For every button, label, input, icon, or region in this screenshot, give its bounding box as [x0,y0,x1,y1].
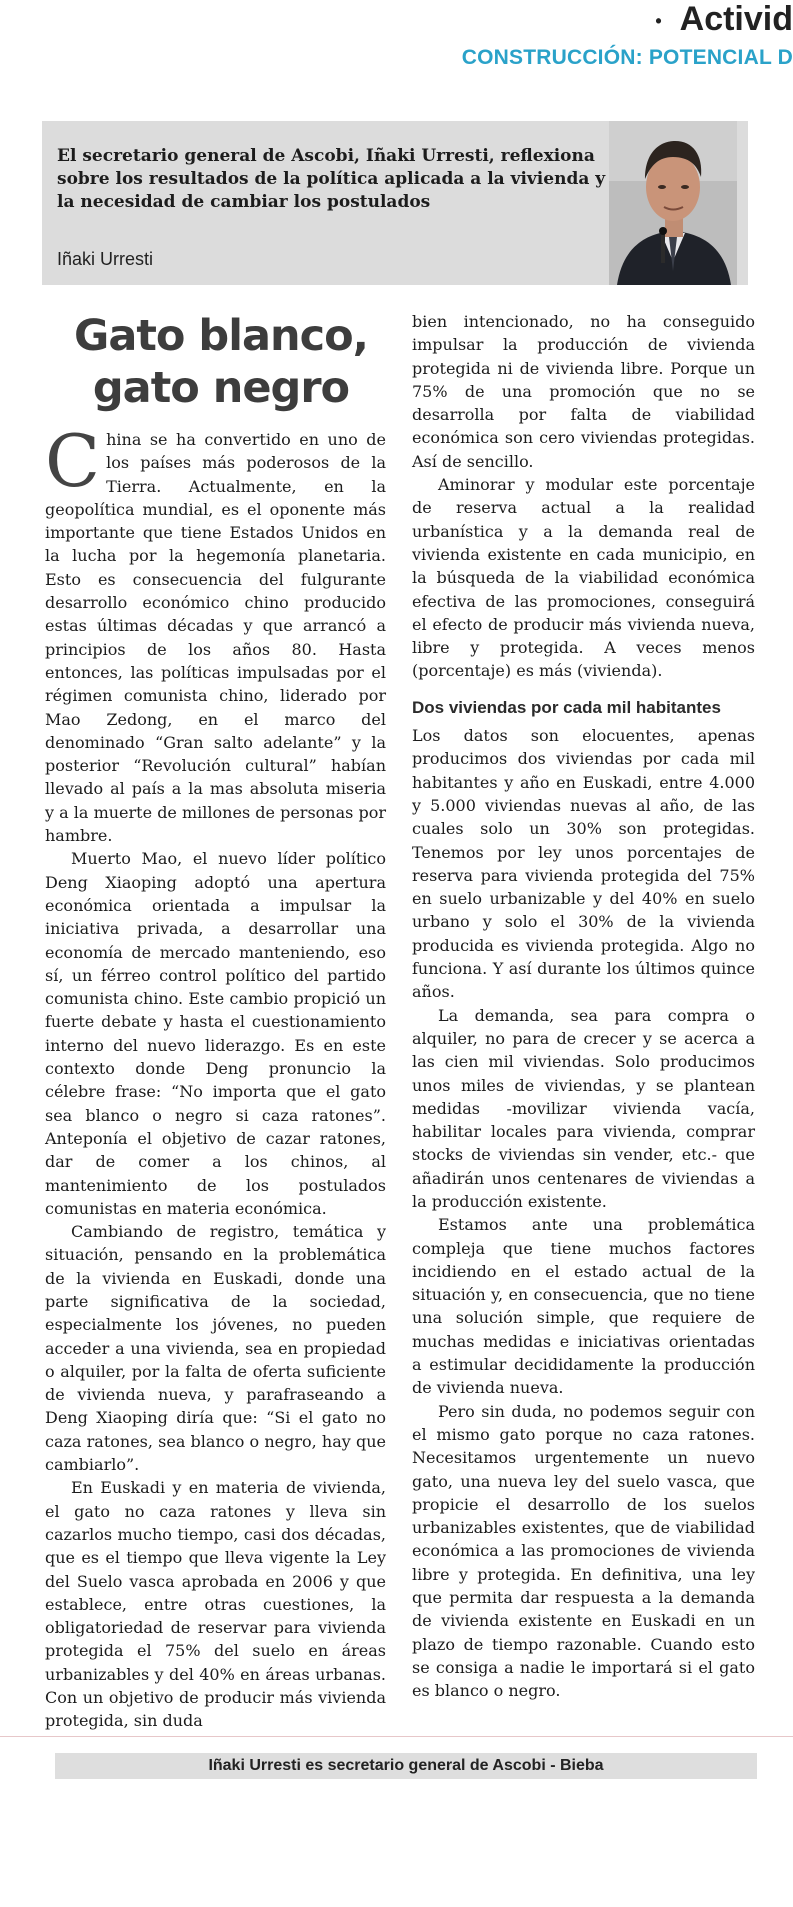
portrait-photo-icon [609,121,737,285]
paragraph-4: En Euskadi y en materia de vivienda, el gato no caza ratones y lleva sin cazarlos mucho tiempo, casi dos décadas, que es el tiempo que lleva vigente la Ley del Suelo vasca aprobada en 2006 y que establece, entre otras cuestiones, la obligatoriedad de reservar para vivienda protegida el 75% del suelo en áreas urbanizables y del 40% en áreas urbanas. Con un objetivo de producir más vivienda protegida, sin duda [45,1478,386,1731]
paragraph-9: Estamos ante una problemática compleja que tiene muchos factores incidiendo en el estado actual de la situación y, en consecuencia, que no tiene una solución simple, que requiere de muchas medidas e iniciativas orientadas a estimular decididamente la producción de vivienda nueva. [412,1215,755,1398]
left-column [45,419,386,1733]
section-subtitle: CONSTRUCCIÓN: POTENCIAL D [461,46,793,69]
right-column [412,310,755,1703]
article-title: Gato blanco, gato negro [74,311,368,413]
author-portrait [609,121,737,285]
paragraph-1-text: hina se ha convertido en uno de los países más poderosos de la Tierra. Actualmente, en la geopolítica mundial, es el oponente más importante que tiene Estados Unidos en la lucha por la hegemonía planetaria. Esto es consecuencia del fulgurante desarrollo económico chino producido estas últimas décadas y que arrancó a principios de los años 80. Hasta entonces, las políticas impulsadas por el régimen comunista chino, liderado por Mao Zedong, en el marco del denominado “Gran salto adelante” y la posterior “Revolución cultural” habían llevado al país a la mas absoluta miseria y a la muerte de millones de personas por hambre. [45,430,386,846]
paragraph-5: bien intencionado, no ha conseguido impulsar la producción de vivienda protegida ni de vivienda libre. Porque un 75% de una promoción que no se desarrolla por falta de viabilidad económica son cero viviendas protegidas. Así de sencillo. [412,312,755,471]
author-credit: Iñaki Urresti es secretario general de Ascobi - Bieba [55,1753,757,1779]
section-title: Activid [679,0,793,38]
intro-author: Iñaki Urresti [57,249,154,269]
drop-cap: C [45,419,101,503]
article-subheading: Dos viviendas por cada mil habitantes [412,697,721,717]
paragraph-2: Muerto Mao, el nuevo líder político Deng Xiaoping adoptó una apertura económica orientada a impulsar la iniciativa privada, a desarrollar una economía de mercado manteniendo, eso sí, un férreo control político del partido comunista chino. Este cambio propició un fuerte debate y hasta el cuestionamiento interno del nuevo liderazgo. Es en este contexto donde Deng pronuncio la célebre frase: “No importa que el gato sea blanco o negro si caza ratones”. Anteponía el objetivo de cazar ratones, dar de comer a los chinos, al mantenimiento de los postulados comunistas en materia económica. [45,849,386,1218]
paragraph-3: Cambiando de registro, temática y situación, pensando en la problemática de la vivienda en Euskadi, donde una parte significativa de la sociedad, especialmente los jóvenes, no pueden acceder a una vivienda, sea en propiedad o alquiler, por la falta de oferta suficiente de vivienda nueva, y parafraseando a Deng Xiaoping diría que: “Si el gato no caza ratones, sea blanco o negro, hay que cambiarlo”. [45,1222,386,1475]
paragraph-10: Pero sin duda, no podemos seguir con el mismo gato porque no caza ratones. Necesitamos urgentemente un nuevo gato, una nueva ley del suelo vasca, que propicie el desarrollo de los suelos urbanizables existentes, que de viabilidad económica a las promociones de vivienda libre y protegida. En definitiva, una ley que permita dar respuesta a la demanda de vivienda existente en Euskadi en un plazo de tiempo razonable. Cuando esto se consiga a nadie le importará si el gato es blanco o negro. [412,1401,755,1701]
intro-summary: El secretario general de Ascobi, Iñaki Urresti, reflexiona sobre los resultados de la política aplicada a la vivienda y la necesidad de cambiar los postulados [57,146,606,212]
bullet-dot-icon: • [655,10,662,31]
section-header [655,0,793,39]
paragraph-7: Los datos son elocuentes, apenas producimos dos viviendas por cada mil habitantes y año en Euskadi, entre 4.000 y 5.000 viviendas nuevas al año, de las cuales solo un 30% son protegidas. Tenemos por ley unos porcentajes de reserva para vivienda protegida del 75% en suelo urbanizable y del 40% en suelo urbano y solo el 30% de la vivienda producida es vivienda protegida. Algo no funciona. Y así durante los últimos quince años. [412,726,755,1002]
paragraph-6: Aminorar y modular este porcentaje de reserva actual a la realidad urbanística y a la demanda real de vivienda existente en cada municipio, en la búsqueda de la viabilidad económica efectiva de las promociones, conseguirá el efecto de producir más vivienda nueva, libre y protegida. A veces menos (porcentaje) es más (vivienda). [412,475,755,681]
paragraph-8: La demanda, sea para compra o alquiler, no para de crecer y se acerca a las cien mil viviendas. Solo producimos unos miles de viviendas, y se plantean medidas -movilizar vivienda vacía, habilitar locales para vivienda, comprar stocks de viviendas sin vender, etc.- que añadirán unos centenares de viviendas a la producción existente. [412,1005,755,1211]
paragraph-1 [45,419,386,847]
intro-box [42,121,748,285]
divider-line [0,1736,793,1737]
